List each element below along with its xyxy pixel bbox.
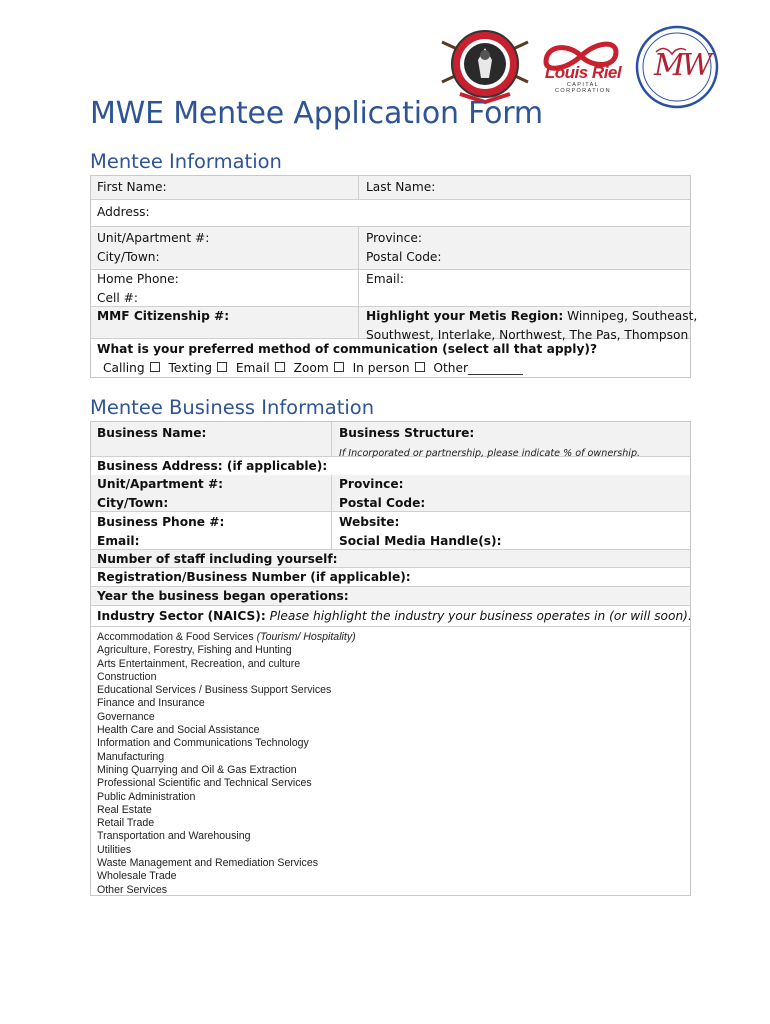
industry-item[interactable]	[97, 857, 356, 870]
industry-name: Transportation and Warehousing	[97, 830, 251, 843]
city-label: City/Town:	[97, 249, 160, 264]
industry-name: Manufacturing	[97, 750, 165, 763]
industry-item[interactable]	[97, 684, 356, 697]
louis-riel-subtitle: CAPITAL CORPORATION	[555, 82, 611, 94]
industry-name: Agriculture, Forestry, Fishing and Hunting	[97, 644, 292, 657]
social-media-label: Social Media Handle(s):	[339, 533, 502, 548]
business-name-cell[interactable]	[97, 422, 329, 456]
metis-region-line1	[366, 307, 698, 326]
staff-cell[interactable]	[97, 550, 687, 567]
website-social-cell[interactable]	[331, 512, 690, 549]
option-email: Email	[235, 360, 270, 375]
metis-region-label: Highlight your Metis Region:	[366, 309, 564, 323]
industry-name: Governance	[97, 710, 155, 723]
checkbox-zoom[interactable]	[334, 362, 344, 372]
industry-list	[97, 631, 356, 897]
business-info-table	[90, 421, 691, 896]
address-row	[91, 200, 690, 227]
citizenship-row	[91, 307, 698, 342]
industry-name: Educational Services / Business Support Services	[97, 684, 332, 697]
industry-name: Wholesale Trade	[97, 870, 177, 883]
industry-item[interactable]	[97, 631, 356, 644]
home-phone-label: Home Phone:	[97, 272, 179, 286]
industry-item[interactable]	[97, 777, 356, 790]
business-unit-city-row	[91, 475, 690, 512]
louis-riel-logo	[538, 64, 628, 94]
business-province-postal-cell[interactable]	[331, 475, 690, 511]
checkbox-calling[interactable]	[150, 362, 160, 372]
business-province-label: Province:	[339, 477, 404, 491]
industry-item[interactable]	[97, 791, 356, 804]
option-other[interactable]: Other_________	[433, 360, 523, 375]
industry-item[interactable]	[97, 737, 356, 750]
industry-item[interactable]	[97, 804, 356, 817]
industry-item[interactable]	[97, 724, 356, 737]
business-structure-cell[interactable]	[331, 422, 690, 459]
business-city-label: City/Town:	[97, 495, 169, 510]
email-label: Email:	[366, 272, 404, 286]
industry-name: Retail Trade	[97, 817, 155, 830]
naics-instruction: Please highlight the industry your business operates in (or will soon).	[269, 609, 692, 623]
year-label: Year the business began operations:	[97, 589, 349, 603]
business-structure-label: Business Structure:	[339, 426, 475, 440]
industry-item[interactable]	[97, 764, 356, 777]
industry-list-row	[91, 627, 690, 895]
unit-city-cell[interactable]	[97, 227, 357, 269]
mentee-info-table	[90, 175, 698, 378]
business-name-label: Business Name:	[97, 426, 207, 440]
industry-name: Construction	[97, 670, 157, 683]
naics-row	[91, 606, 690, 627]
name-row	[91, 176, 690, 200]
industry-item[interactable]	[97, 711, 356, 724]
metis-region-cell[interactable]	[358, 307, 698, 342]
phone-cell[interactable]	[97, 270, 357, 306]
year-cell[interactable]	[97, 587, 687, 605]
business-phone-row	[91, 512, 690, 550]
industry-item[interactable]	[97, 817, 356, 830]
business-postal-label: Postal Code:	[339, 495, 426, 510]
staff-row	[91, 550, 690, 568]
province-label: Province:	[366, 231, 422, 245]
industry-item[interactable]	[97, 870, 356, 883]
registration-cell[interactable]	[97, 568, 687, 586]
address-cell[interactable]	[97, 200, 687, 226]
industry-item[interactable]	[97, 884, 356, 897]
year-row	[91, 587, 690, 606]
communication-row	[91, 339, 690, 377]
unit-city-row	[91, 227, 690, 270]
citizenship-cell[interactable]	[97, 307, 357, 338]
industry-name: Utilities	[97, 843, 132, 856]
registration-label: Registration/Business Number (if applicable):	[97, 570, 411, 584]
industry-name: Waste Management and Remediation Services	[97, 857, 319, 870]
business-structure-note: If Incorporated or partnership, please indicate % of ownership.	[339, 447, 641, 459]
mw-monogram: MW	[654, 48, 710, 83]
registration-row	[91, 568, 690, 587]
citizenship-label: MMF Citizenship #:	[97, 309, 230, 323]
page-title: MWE Mentee Application Form	[90, 96, 543, 131]
staff-label: Number of staff including yourself:	[97, 552, 338, 566]
industry-name: Information and Communications Technology	[97, 737, 309, 750]
option-zoom: Zoom	[293, 360, 329, 375]
website-label: Website:	[339, 515, 400, 529]
unit-label: Unit/Apartment #:	[97, 231, 210, 245]
option-calling: Calling	[103, 360, 145, 375]
province-postal-cell[interactable]	[358, 227, 690, 269]
industry-name: Professional Scientific and Technical Services	[97, 777, 312, 790]
checkbox-in-person[interactable]	[415, 362, 425, 372]
business-name-row	[91, 422, 690, 457]
industry-name: Mining Quarrying and Oil & Gas Extraction	[97, 763, 297, 776]
industry-item[interactable]	[97, 830, 356, 843]
industry-name: Finance and Insurance	[97, 697, 205, 710]
business-phone-label: Business Phone #:	[97, 515, 225, 529]
industry-name: Accommodation & Food Services	[97, 631, 254, 643]
last-name-cell[interactable]	[358, 176, 690, 199]
naics-line	[97, 607, 692, 626]
phone-row	[91, 270, 690, 307]
last-name-label: Last Name:	[366, 180, 436, 194]
checkbox-texting[interactable]	[217, 362, 227, 372]
louis-riel-wordmark: Louis Riel	[544, 63, 622, 82]
business-address-label: Business Address: (if applicable):	[97, 459, 328, 473]
communication-options	[97, 359, 687, 378]
business-phone-email-cell[interactable]	[97, 512, 329, 549]
industry-item[interactable]	[97, 644, 356, 657]
email-cell[interactable]	[358, 270, 690, 306]
postal-code-label: Postal Code:	[366, 249, 442, 264]
checkbox-email[interactable]	[275, 362, 285, 372]
business-email-label: Email:	[97, 533, 140, 548]
industry-item[interactable]	[97, 658, 356, 671]
industry-item[interactable]	[97, 671, 356, 684]
business-address-row	[91, 457, 690, 475]
metis-region-text1: Winnipeg, Southeast,	[567, 309, 698, 323]
naics-cell	[97, 606, 692, 626]
business-unit-label: Unit/Apartment #:	[97, 477, 224, 491]
first-name-cell[interactable]	[97, 176, 357, 199]
mentee-info-heading: Mentee Information	[90, 150, 282, 173]
business-unit-city-cell[interactable]	[97, 475, 329, 511]
business-info-heading: Mentee Business Information	[90, 396, 375, 419]
industry-item[interactable]	[97, 844, 356, 857]
industry-name: Arts Entertainment, Recreation, and culture	[97, 657, 301, 670]
industry-item[interactable]	[97, 697, 356, 710]
metis-region-text2: Southwest, Interlake, Northwest, The Pas, Thompson	[366, 327, 689, 342]
option-in-person: In person	[352, 360, 410, 375]
cell-label: Cell #:	[97, 290, 138, 305]
communication-cell	[97, 339, 687, 377]
industry-name: Real Estate	[97, 803, 152, 816]
industry-name: Public Administration	[97, 790, 196, 803]
business-address-cell[interactable]	[97, 457, 687, 475]
naics-label: Industry Sector (NAICS):	[97, 609, 266, 623]
industry-name: Other Services	[97, 883, 168, 896]
address-label: Address:	[97, 205, 150, 219]
industry-item[interactable]	[97, 751, 356, 764]
industry-note: (Tourism/ Hospitality)	[256, 631, 356, 643]
first-name-label: First Name:	[97, 180, 167, 194]
industry-name: Health Care and Social Assistance	[97, 724, 260, 737]
option-texting: Texting	[168, 360, 212, 375]
communication-question: What is your preferred method of communication (select all that apply)?	[97, 342, 598, 356]
